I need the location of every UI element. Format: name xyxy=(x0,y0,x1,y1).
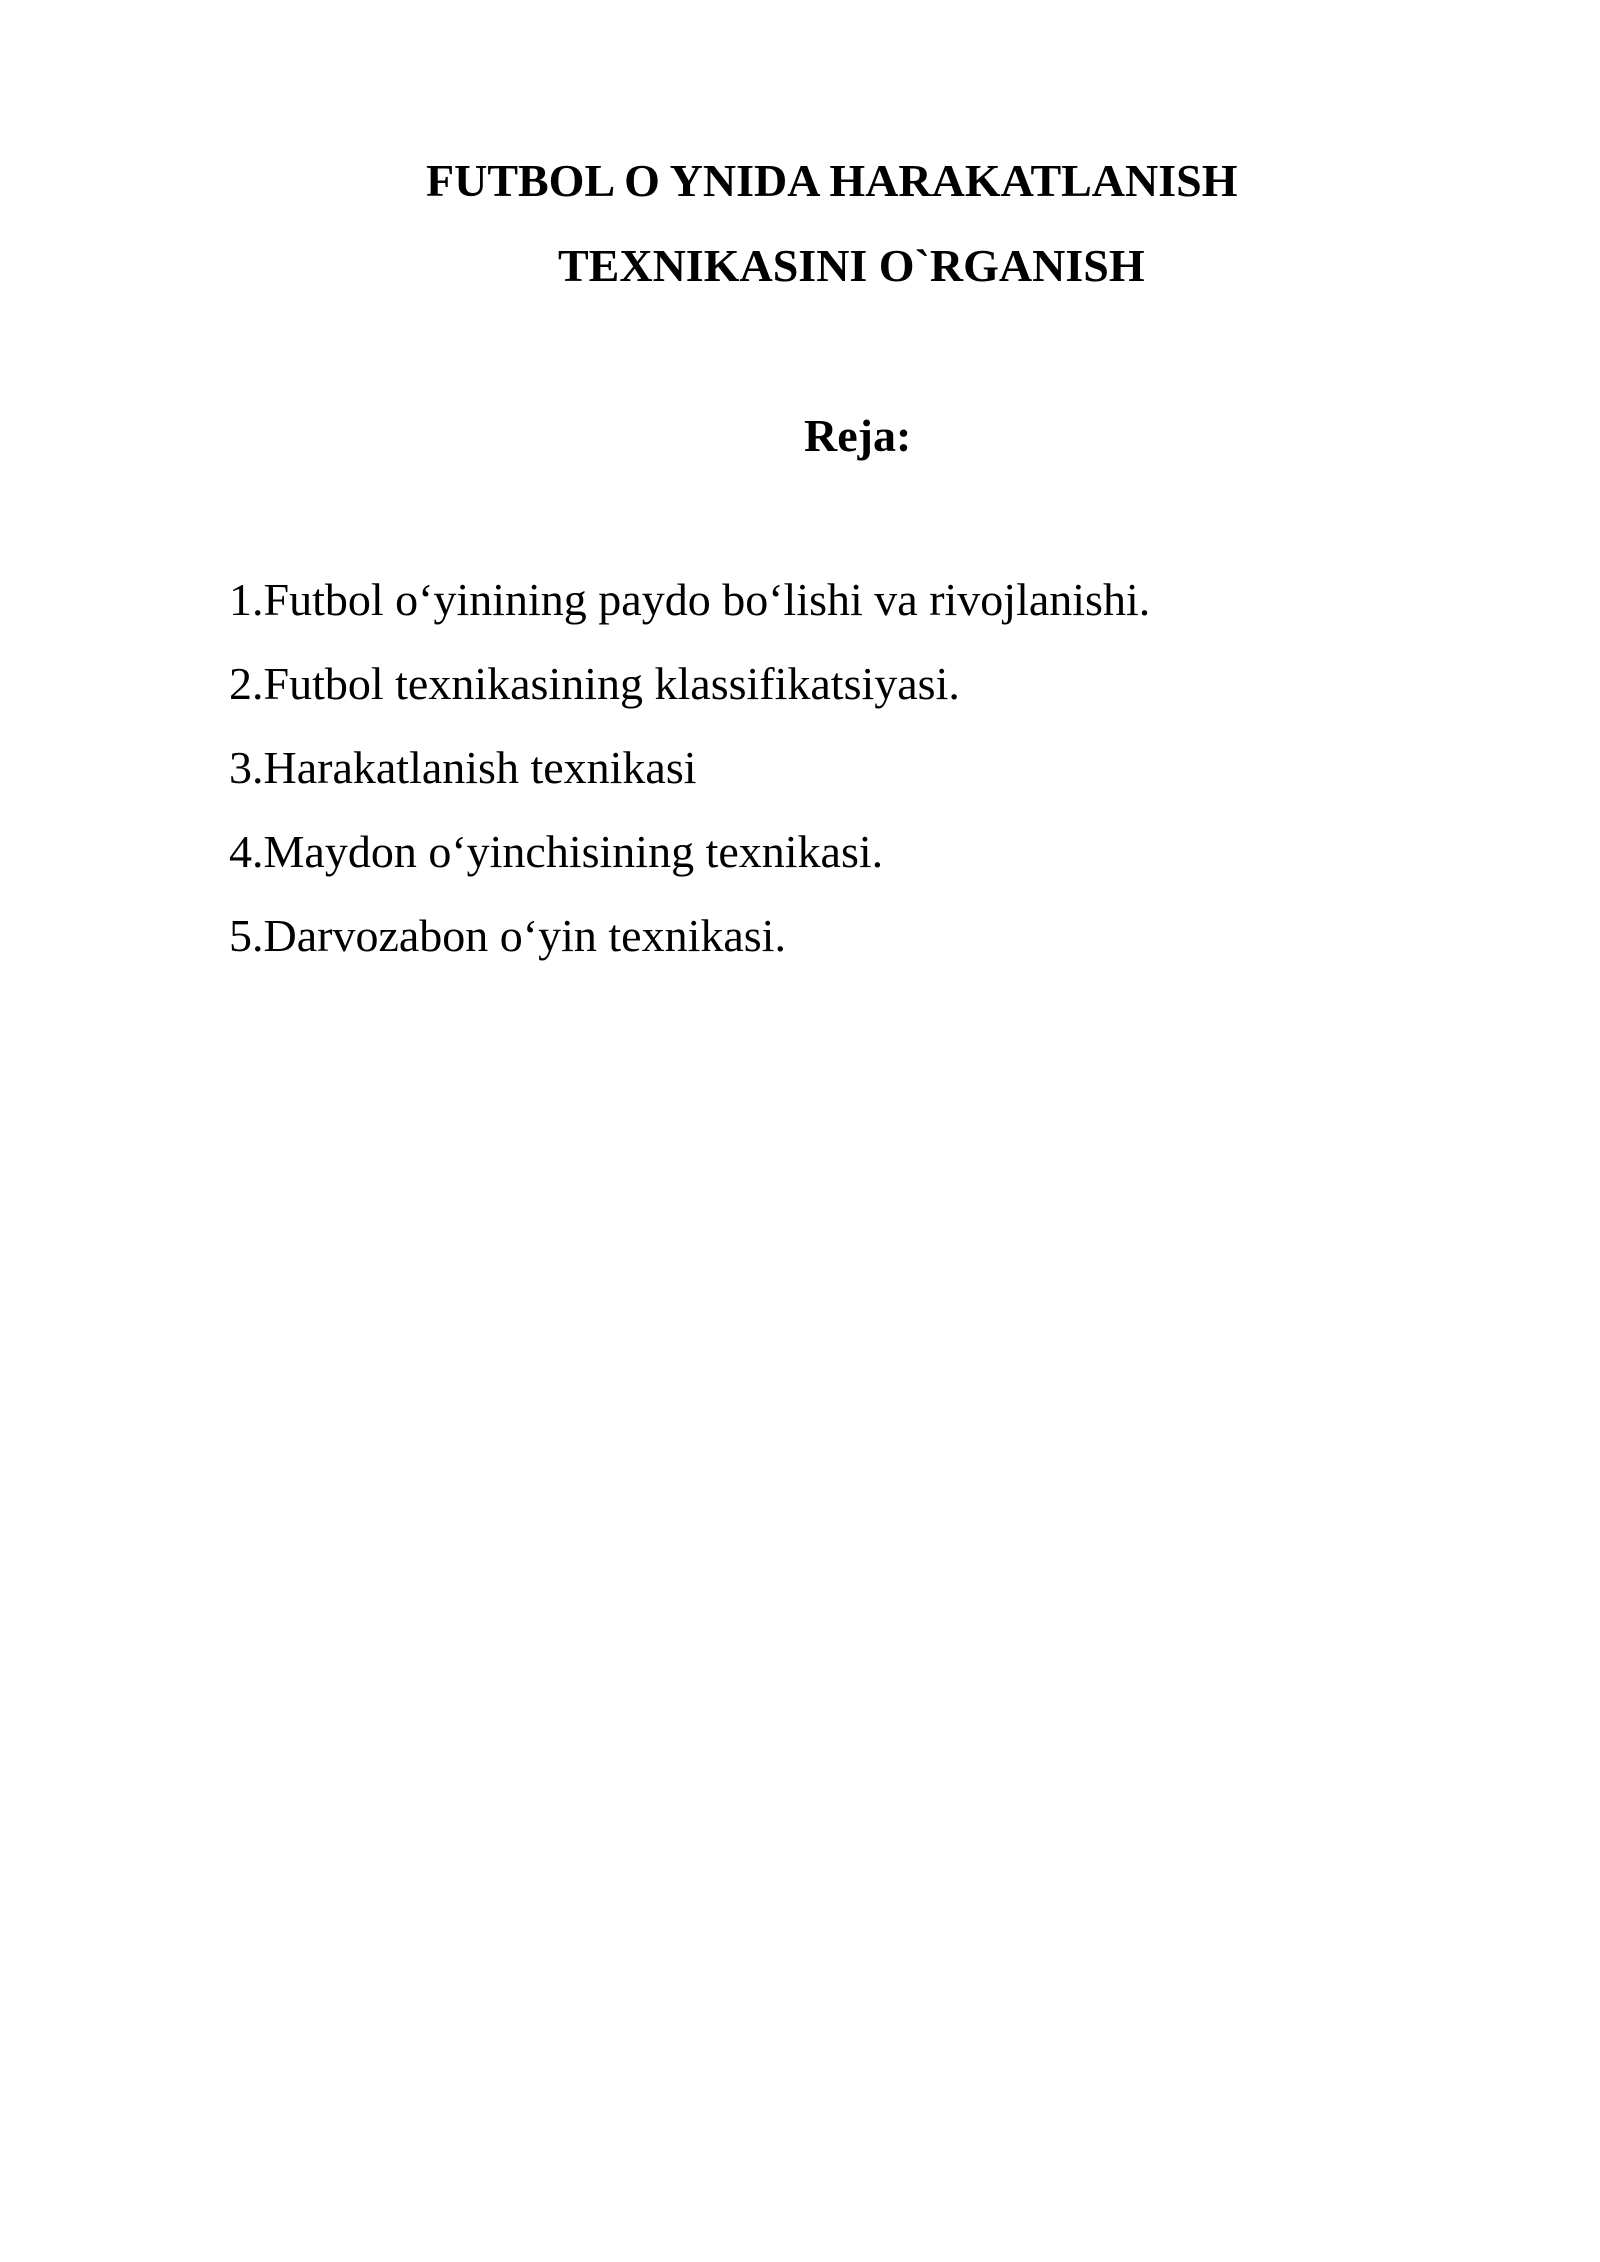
plan-list-item: 4.Maydon o‘yinchisining texnikasi. xyxy=(229,826,884,877)
page-title-line-2: TEXNIKASINI O`RGANISH xyxy=(558,240,1145,291)
page-title-line-1: FUTBOL O YNIDA HARAKATLANISH xyxy=(426,155,1238,206)
plan-list-item: 1.Futbol o‘yinining paydo bo‘lishi va rivojlanishi. xyxy=(229,574,1151,625)
plan-heading: Reja: xyxy=(804,410,912,461)
plan-list-item: 3.Harakatlanish texnikasi xyxy=(229,742,697,793)
plan-list-item: 5.Darvozabon o‘yin texnikasi. xyxy=(229,910,786,961)
plan-list-item: 2.Futbol texnikasining klassifikatsiyasi. xyxy=(229,658,960,709)
plan-list xyxy=(229,570,1150,990)
